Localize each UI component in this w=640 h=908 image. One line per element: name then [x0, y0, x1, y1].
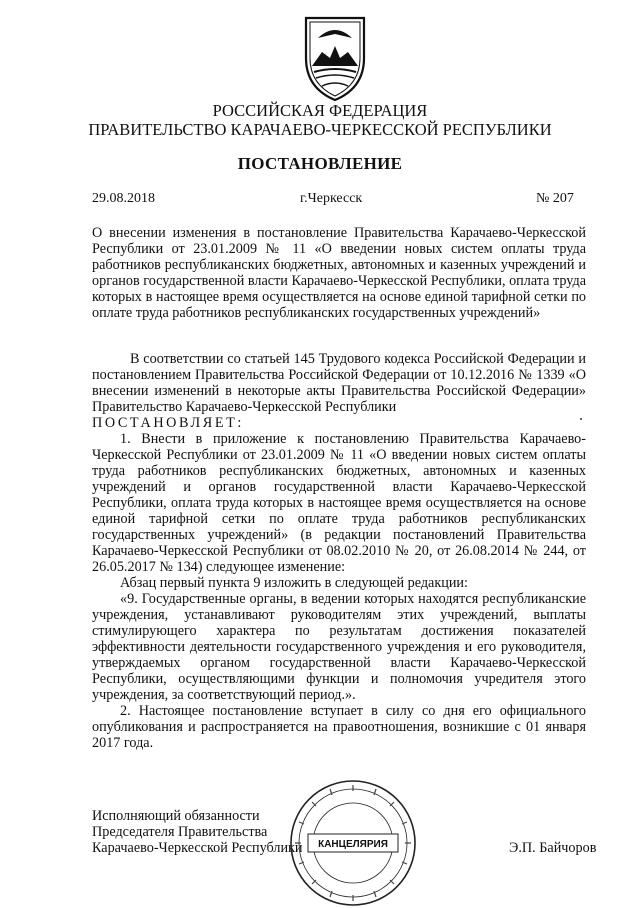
document-city: г.Черкесск: [300, 191, 363, 206]
official-stamp: [288, 778, 418, 908]
signature-title-1: Исполняющий обязанности: [92, 808, 260, 824]
item-1-lead: Абзац первый пункта 9 изложить в следующей редакции:: [120, 575, 468, 591]
document-subject: [92, 225, 586, 321]
item-1-quote: «9. Государственные органы, в ведении которых находятся республиканские учреждения, устанавливают руководителям этих учреждений, выплаты стимулирующего характера по результатам достижения показателей эффективности деятельности государственного учреждения и его руководителя, утверждаемых органом государственной власти Карачаево-Черкесской Республики, осуществляющими функции и полномочия учредителя этого учреждения, за соответствующий период.».: [92, 591, 586, 703]
scan-speck: [580, 418, 582, 420]
signature-title-3: Карачаево-Черкесской Республики: [92, 840, 303, 856]
header-government: ПРАВИТЕЛЬСТВО КАРАЧАЕВО-ЧЕРКЕССКОЙ РЕСПУБЛИКИ: [88, 120, 552, 139]
coat-of-arms-emblem: [300, 14, 370, 102]
signatory-name: Э.П. Байчоров: [509, 840, 597, 856]
resolves-heading: ПОСТАНОВЛЯЕТ:: [92, 415, 244, 431]
preamble-text: В соответствии со статьей 145 Трудового кодекса Российской Федерации и постановлением Правительства Российской Федерации от 10.12.2016 № 1339 «О внесении изменений в некоторые акты Правительства Российской Федерации» Правительство Карачаево-Черкесской Республики: [92, 351, 586, 415]
item-1-text: 1. Внести в приложение к постановлению Правительства Карачаево-Черкесской Республики от 23.01.2009 № 11 «О введении новых систем оплаты труда работников республиканских бюджетных, автономных и казенных учреждений и органов государственной власти Карачаево-Черкесской Республики, оплата труда которых в настоящее время осуществляется на основе единой тарифной сетки по оплате труда работников республиканских государственных учреждений» (в редакции постановлений Правительства Карачаево-Черкесской Республики от 08.02.2010 № 20, от 26.08.2014 № 244, от 26.05.2017 № 134) следующее изменение:: [92, 431, 586, 575]
main-body: [92, 431, 586, 751]
signature-title-2: Председателя Правительства: [92, 824, 268, 840]
preamble-section: [92, 351, 586, 431]
signature-block: [92, 808, 303, 856]
stamp-label: КАНЦЕЛЯРИЯ: [318, 839, 388, 850]
document-number: № 207: [536, 191, 574, 206]
document-date: 29.08.2018: [92, 191, 155, 206]
header-country: РОССИЙСКАЯ ФЕДЕРАЦИЯ: [212, 101, 428, 120]
document-type: ПОСТАНОВЛЕНИЕ: [237, 154, 403, 173]
item-2-text: 2. Настоящее постановление вступает в силу со дня его официального опубликования и распространяется на правоотношения, возникшие с 01 января 2017 года.: [92, 703, 586, 751]
subject-text: О внесении изменения в постановление Правительства Карачаево-Черкесской Республики от 23.01.2009 № 11 «О введении новых систем оплаты труда работников республиканских бюджетных, автономных и казенных учреждений и органов государственной власти Карачаево-Черкесской Республики, оплата труда которых в настоящее время осуществляется на основе единой тарифной сетки по оплате труда работников республиканских государственных учреждений»: [92, 225, 586, 321]
